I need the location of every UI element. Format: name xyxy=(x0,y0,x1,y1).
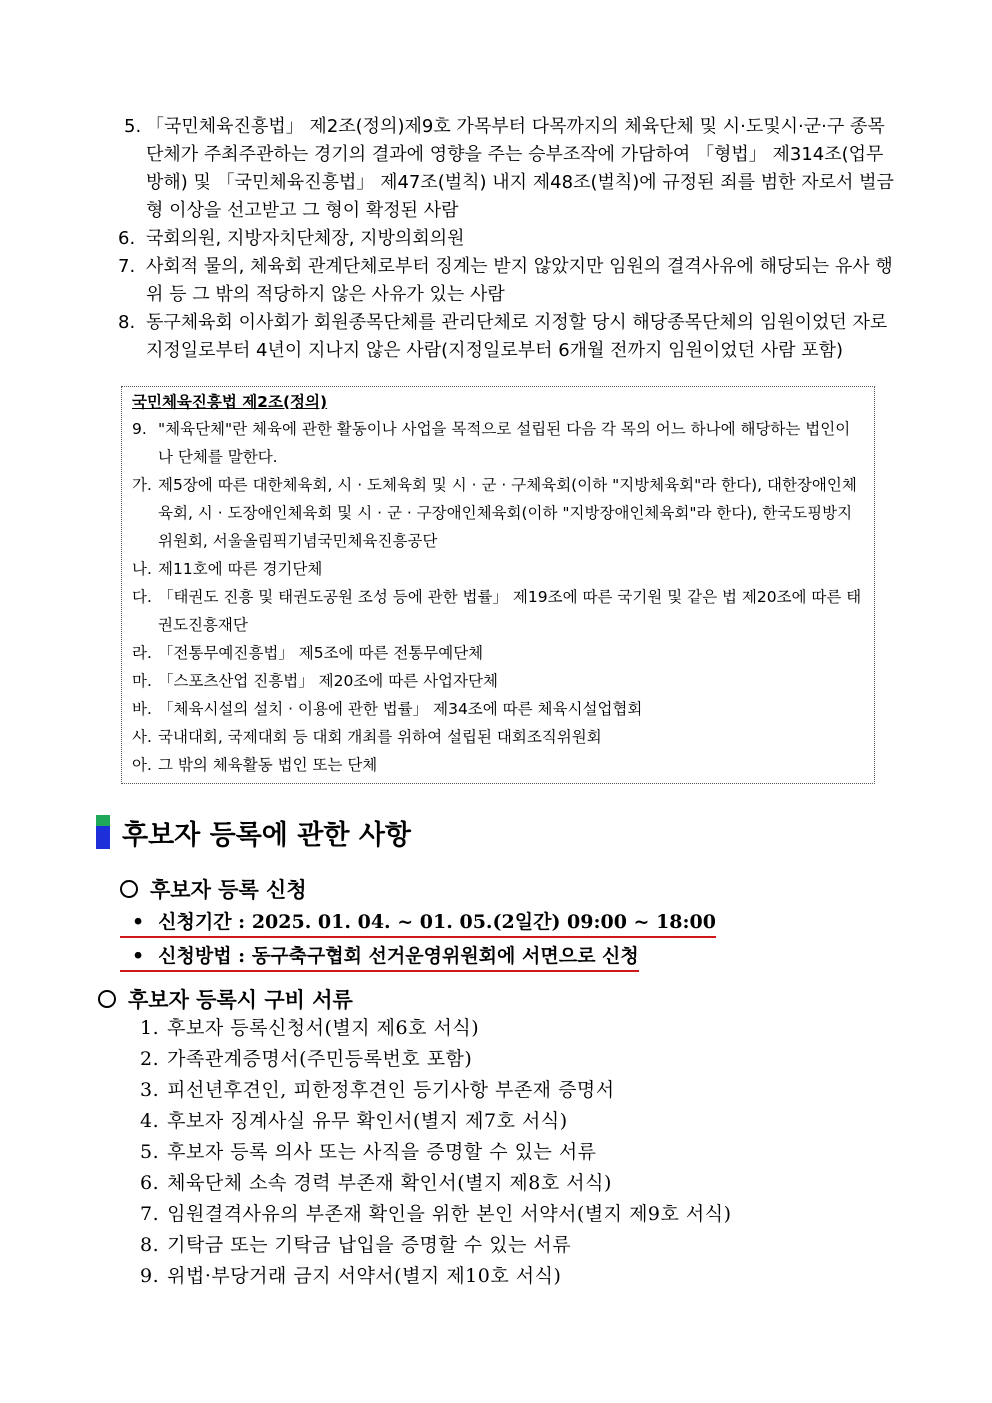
registration-heading-text: 후보자 등록 신청 xyxy=(150,877,307,902)
documents-heading xyxy=(98,986,353,1014)
document-text: 후보자 등록 의사 또는 사직을 증명할 수 있는 서류 xyxy=(167,1141,597,1163)
law-item xyxy=(132,639,864,667)
document-number: 5. xyxy=(140,1141,160,1163)
disqualification-list xyxy=(118,113,898,365)
document-item xyxy=(140,1044,732,1075)
law-item-mark: 사. xyxy=(132,728,152,746)
item-number: 8. xyxy=(118,312,136,333)
section-marker-top xyxy=(96,815,110,826)
law-item xyxy=(132,723,864,751)
law-item-mark: 라. xyxy=(132,644,152,662)
item-text: 국회의원, 지방자치단체장, 지방의회의원 xyxy=(146,228,465,249)
law-item-mark: 아. xyxy=(132,756,152,774)
item-text: 「국민체육진흥법」 제2조(정의)제9호 가목부터 다목까지의 체육단체 및 시·도및시·군·구 종목단체가 주최주관하는 경기의 결과에 영향을 주는 승부조작에 가담하여 「형법」 제314조(업무방해) 및 「국민체육진흥법」 제47조(벌칙) 내지 제48조(벌칙)에 규정된 죄를 범한 자로서 벌금형 이상을 선고받고 그 형이 확정된 사람 xyxy=(146,116,894,221)
list-item xyxy=(118,225,898,253)
law-reference-box xyxy=(121,386,875,784)
document-text: 기탁금 또는 기탁금 납입을 증명할 수 있는 서류 xyxy=(167,1234,572,1256)
document-item xyxy=(140,1199,732,1230)
document-number: 7. xyxy=(140,1203,160,1225)
law-item xyxy=(132,695,864,723)
law-item-mark: 가. xyxy=(132,476,152,494)
law-item xyxy=(132,471,864,555)
law-item xyxy=(132,583,864,639)
registration-period xyxy=(120,908,716,938)
list-item xyxy=(118,113,898,225)
law-item-text: 제11호에 따른 경기단체 xyxy=(158,560,323,578)
document-text: 가족관계증명서(주민등록번호 포함) xyxy=(167,1048,473,1070)
list-item xyxy=(118,309,898,365)
documents-heading-text: 후보자 등록시 구비 서류 xyxy=(128,987,353,1012)
document-number: 4. xyxy=(140,1110,160,1132)
law-item-mark: 마. xyxy=(132,672,152,690)
document-item xyxy=(140,1106,732,1137)
law-item-text: 제5장에 따른 대한체육회, 시 · 도체육회 및 시 · 군 · 구체육회(이하 "지방체육회"라 한다), 대한장애인체육회, 시 · 도장애인체육회 및 시 · 군 · 구장애인체육회(이하 "지방장애인체육회"라 한다), 한국도핑방지위원회, 서울올림픽기념국민체육진흥공단 xyxy=(158,476,857,550)
document-number: 6. xyxy=(140,1172,160,1194)
item-number: 5. xyxy=(124,116,142,137)
law-box-title: 국민체육진흥법 제2조(정의) xyxy=(132,393,328,411)
law-item-text: 그 밖의 체육활동 법인 또는 단체 xyxy=(158,756,378,774)
circle-bullet-icon xyxy=(120,880,138,898)
list-item xyxy=(118,253,898,309)
law-item-text: "체육단체"란 체육에 관한 활동이나 사업을 목적으로 설립된 다음 각 목의 어느 하나에 해당하는 법인이나 단체를 말한다. xyxy=(158,420,851,466)
document-number: 2. xyxy=(140,1048,160,1070)
document-number: 1. xyxy=(140,1017,160,1039)
law-item xyxy=(132,555,864,583)
documents-block xyxy=(98,986,353,1014)
document-text: 임원결격사유의 부존재 확인을 위한 본인 서약서(별지 제9호 서식) xyxy=(167,1203,732,1225)
law-item-text: 「스포츠산업 진흥법」 제20조에 따른 사업자단체 xyxy=(158,672,498,690)
documents-list xyxy=(140,1013,732,1292)
document-text: 피선년후견인, 피한정후견인 등기사항 부존재 증명서 xyxy=(167,1079,615,1101)
item-number: 7. xyxy=(118,256,136,277)
law-item xyxy=(132,751,864,779)
registration-block xyxy=(120,876,716,972)
registration-heading xyxy=(120,876,716,904)
item-text: 동구체육회 이사회가 회원종목단체를 관리단체로 지정할 당시 해당종목단체의 임원이었던 자로 지정일로부터 4년이 지나지 않은 사람(지정일로부터 6개월 전까지 임원이었던 사람 포함) xyxy=(146,312,888,361)
registration-method-text: 신청방법 : 동구축구협회 선거운영위원회에 서면으로 신청 xyxy=(158,945,639,967)
law-item-text: 「전통무예진흥법」 제5조에 따른 전통무예단체 xyxy=(158,644,484,662)
law-item-text: 국내대회, 국제대회 등 대회 개최를 위하여 설립된 대회조직위원회 xyxy=(158,728,602,746)
law-item-mark: 바. xyxy=(132,700,152,718)
document-item xyxy=(140,1013,732,1044)
document-text: 후보자 징계사실 유무 확인서(별지 제7호 서식) xyxy=(167,1110,568,1132)
section-marker-icon xyxy=(96,815,110,849)
section-title: 후보자 등록에 관한 사항 xyxy=(122,819,412,851)
law-item-text: 「태권도 진흥 및 태권도공원 조성 등에 관한 법률」 제19조에 따른 국기원 및 같은 법 제20조에 따른 태권도진흥재단 xyxy=(158,588,862,634)
item-text: 사회적 물의, 체육회 관계단체로부터 징계는 받지 않았지만 임원의 결격사유에 해당되는 유사 행위 등 그 밖의 적당하지 않은 사유가 있는 사람 xyxy=(146,256,893,305)
document-item xyxy=(140,1137,732,1168)
document-text: 후보자 등록신청서(별지 제6호 서식) xyxy=(167,1017,480,1039)
law-item xyxy=(132,415,864,471)
law-item-text: 「체육시설의 설치 · 이용에 관한 법률」 제34조에 따른 체육시설업협회 xyxy=(158,700,643,718)
law-item-mark: 나. xyxy=(132,560,152,578)
document-item xyxy=(140,1075,732,1106)
document-item xyxy=(140,1168,732,1199)
circle-bullet-icon xyxy=(98,990,116,1008)
section-heading xyxy=(96,814,411,850)
registration-method xyxy=(120,942,639,972)
document-item xyxy=(140,1261,732,1292)
item-number: 6. xyxy=(118,228,136,249)
law-item xyxy=(132,667,864,695)
section-marker-bottom xyxy=(96,826,110,849)
document-text: 체육단체 소속 경력 부존재 확인서(별지 제8호 서식) xyxy=(167,1172,612,1194)
law-item-mark: 9. xyxy=(132,420,147,438)
document-number: 9. xyxy=(140,1265,160,1287)
document-item xyxy=(140,1230,732,1261)
bullet-dot-icon: • xyxy=(132,945,145,967)
law-item-mark: 다. xyxy=(132,588,152,606)
bullet-dot-icon: • xyxy=(132,911,145,933)
document-number: 3. xyxy=(140,1079,160,1101)
registration-period-text: 신청기간 : 2025. 01. 04. ~ 01. 05.(2일간) 09:00 ~ 18:00 xyxy=(158,911,716,933)
document-number: 8. xyxy=(140,1234,160,1256)
document-text: 위법·부당거래 금지 서약서(별지 제10호 서식) xyxy=(167,1265,562,1287)
